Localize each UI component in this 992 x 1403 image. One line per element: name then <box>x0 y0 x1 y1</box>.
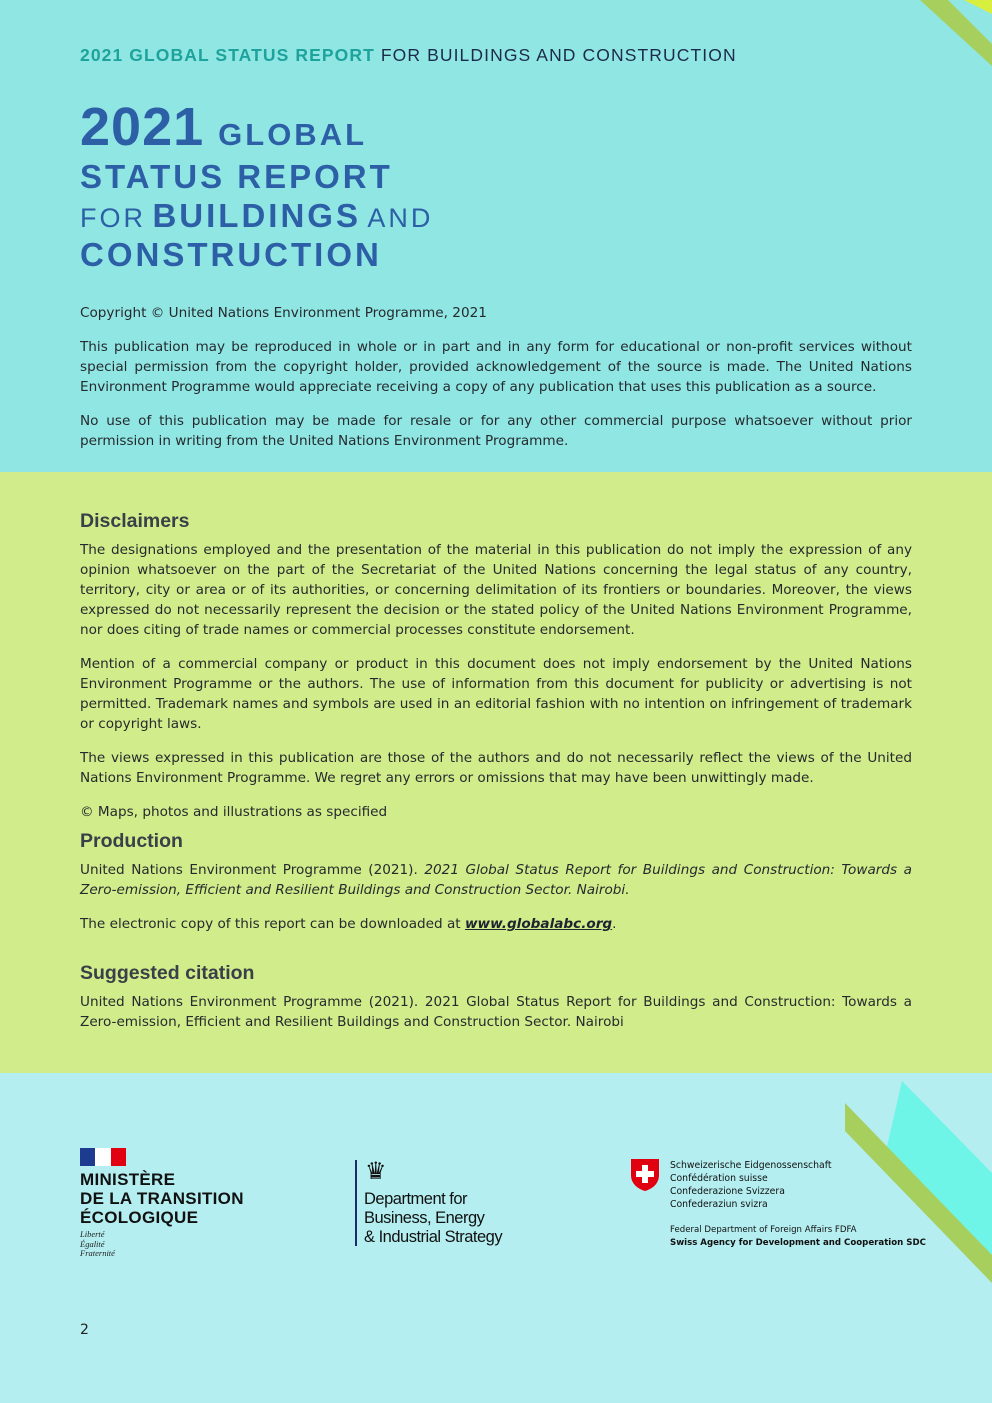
swiss-confederation-names: Schweizerische Eidgenossenschaft Confédération suisse Confederazione Svizzera Confederaziun svizra <box>670 1160 832 1210</box>
running-header: 2021 GLOBAL STATUS REPORT FOR BUILDINGS AND CONSTRUCTION <box>80 45 737 65</box>
swiss-confederation-logo <box>630 1158 926 1253</box>
swiss-shield-icon <box>630 1158 660 1192</box>
report-title <box>80 97 434 273</box>
disclaimers-section <box>80 511 912 836</box>
french-motto: Liberté Égalité Fraternité <box>80 1229 115 1258</box>
disclaimers-paragraph-4: © Maps, photos and illustrations as specified <box>80 804 388 820</box>
title-status-report: STATUS REPORT <box>80 158 393 195</box>
beis-name: Department for Business, Energy & Industrial Strategy <box>364 1190 503 1246</box>
title-year: 2021 <box>80 97 205 157</box>
decorative-stripes-top <box>912 0 992 70</box>
copyright-text <box>80 303 912 465</box>
title-construction: CONSTRUCTION <box>80 236 382 273</box>
citation-paragraph: United Nations Environment Programme (2021). 2021 Global Status Report for Buildings and Construction: Towards a Zero-emission, Efficient and Resilient Buildings and Construction Sector. Nairobi <box>80 994 912 1030</box>
title-for: FOR <box>80 203 146 233</box>
title-buildings: BUILDINGS <box>152 197 361 234</box>
french-flag-icon <box>80 1148 126 1166</box>
french-ministry-logo <box>80 1148 260 1263</box>
disclaimers-paragraph-2: Mention of a commercial company or product in this document does not imply endorsement by the United Nations Environment Programme or the authors. The use of information from this document for publicity or advertising is not permitted. Trademark names and symbols are used in an editorial fashion with no intention on infringement of trademark or copyright laws. <box>80 656 912 732</box>
title-global: GLOBAL <box>218 117 368 152</box>
swiss-department-names: Federal Department of Foreign Affairs FDFA Swiss Agency for Development and Cooperation SDC <box>670 1225 926 1248</box>
ministry-name: MINISTÈRE DE LA TRANSITION ÉCOLOGIQUE <box>80 1170 244 1227</box>
copyright-panel <box>0 0 992 472</box>
citation-heading: Suggested citation <box>80 962 255 984</box>
production-heading: Production <box>80 830 183 852</box>
copyright-line: Copyright © United Nations Environment Programme, 2021 <box>80 305 487 321</box>
production-paragraph-1: United Nations Environment Programme (2021). 2021 Global Status Report for Buildings and Construction: Towards a Zero-emission, Efficient and Resilient Buildings and Construction Sector. Nairobi. <box>80 862 912 898</box>
disclaimers-paragraph-1: The designations employed and the presentation of the material in this publication do not imply the expression of any opinion whatsoever on the part of the Secretariat of the United Nations concerning the legal status of any country, territory, city or area or of its authorities, or concerning delimitation of its frontiers or boundaries. Moreover, the views expressed do not necessarily represent the decision or the stated policy of the United Nations Environment Programme, nor does citing of trade names or commercial processes constitute endorsement. <box>80 542 912 638</box>
royal-crest-icon: ♛ <box>365 1157 387 1185</box>
title-and: AND <box>367 203 434 233</box>
production-paragraph-2: The electronic copy of this report can be downloaded at www.globalabc.org. <box>80 916 617 932</box>
globalabc-link[interactable]: www.globalabc.org <box>464 916 613 932</box>
disclaimers-paragraph-3: The views expressed in this publication are those of the authors and do not necessarily reflect the views of the United Nations Environment Programme. We regret any errors or omissions that may have been unwittingly made. <box>80 750 912 786</box>
uk-beis-logo <box>355 1158 535 1253</box>
copyright-paragraph-1: This publication may be reproduced in whole or in part and in any form for educational or non-profit services without special permission from the copyright holder, provided acknowledgement of the source is made. The United Nations Environment Programme would appreciate receiving a copy of any publication that uses this publication as a source. <box>80 339 912 395</box>
copyright-paragraph-2: No use of this publication may be made for resale or for any other commercial purpose whatsoever without prior permission in writing from the United Nations Environment Programme. <box>80 413 912 449</box>
production-section <box>80 831 912 948</box>
citation-section <box>80 963 912 1046</box>
disclaimers-heading: Disclaimers <box>80 510 190 532</box>
logo-divider <box>355 1160 357 1246</box>
page-number: 2 <box>80 1322 89 1338</box>
